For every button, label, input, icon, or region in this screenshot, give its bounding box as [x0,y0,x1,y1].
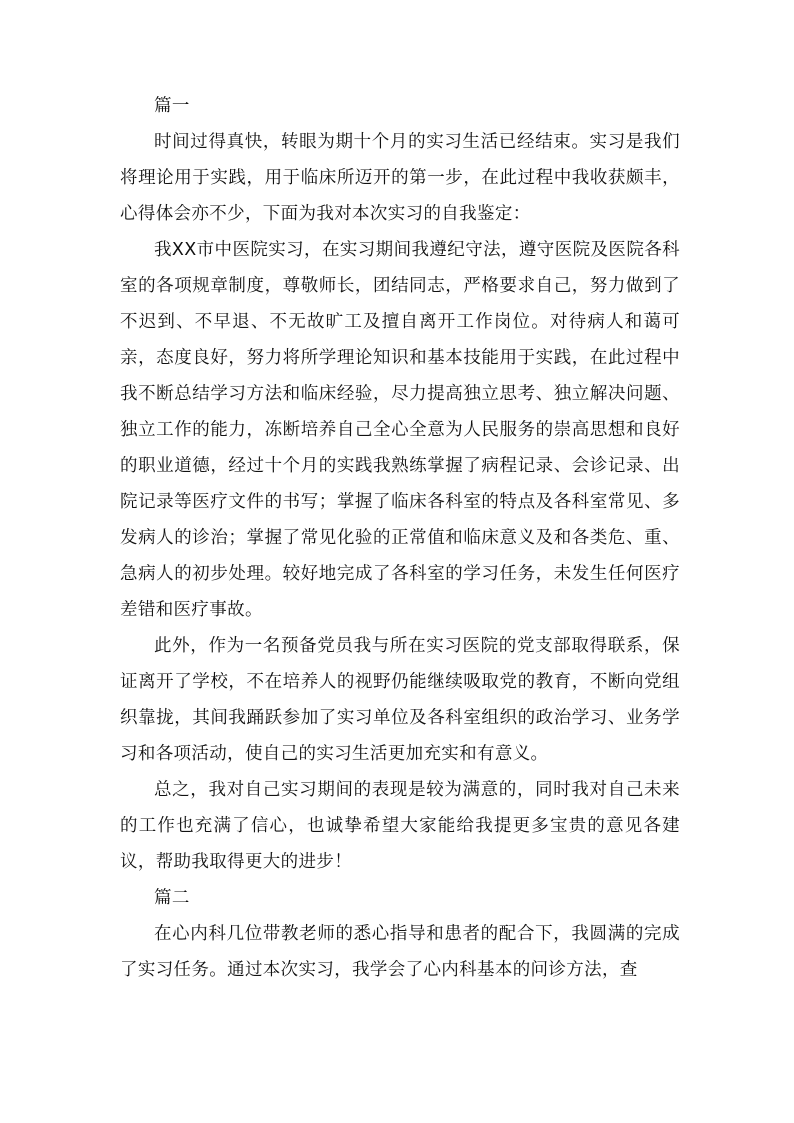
section-heading-2: 篇二 [154,888,190,908]
paragraph-4: 总之，我对自己实习期间的表现是较为满意的，同时我对自己未来的工作也充满了信心，也诚挚希望大家能给我提更多宝贵的意见各建议，帮助我取得更大的进步！ [120,780,680,872]
paragraph-3: 此外，作为一名预备党员我与所在实习医院的党支部取得联系，保证离开了学校，不在培养人的视野仍能继续吸取党的教育，不断向党组织靠拢，其间我踊跃参加了实习单位及各科室组织的政治学习、业务学习和各项活动，使自己的实习生活更加充实和有意义。 [120,636,680,764]
document-body [120,88,680,988]
section-heading-1: 篇一 [154,96,190,116]
paragraph-5: 在心内科几位带教老师的悉心指导和患者的配合下，我圆满的完成了实习任务。通过本次实习，我学会了心内科基本的问诊方法，查 [120,924,680,980]
paragraph-2: 我XX市中医院实习，在实习期间我遵纪守法，遵守医院及医院各科室的各项规章制度，尊敬师长，团结同志，严格要求自己，努力做到了不迟到、不早退、不无故旷工及擅自离开工作岗位。对待病人和蔼可亲，态度良好，努力将所学理论知识和基本技能用于实践，在此过程中我不断总结学习方法和临床经验，尽力提高独立思考、独立解决问题、独立工作的能力，冻断培养自己全心全意为人民服务的崇高思想和良好的职业道德，经过十个月的实践我熟练掌握了病程记录、会诊记录、出院记录等医疗文件的书写；掌握了临床各科室的特点及各科室常见、多发病人的诊治；掌握了常见化验的正常值和临床意义及和各类危、重、急病人的初步处理。较好地完成了各科室的学习任务，未发生任何医疗差错和医疗事故。 [120,240,680,620]
paragraph-1: 时间过得真快，转眼为期十个月的实习生活已经结束。实习是我们将理论用于实践，用于临床所迈开的第一步，在此过程中我收获颇丰，心得体会亦不少，下面为我对本次实习的自我鉴定： [120,132,680,224]
